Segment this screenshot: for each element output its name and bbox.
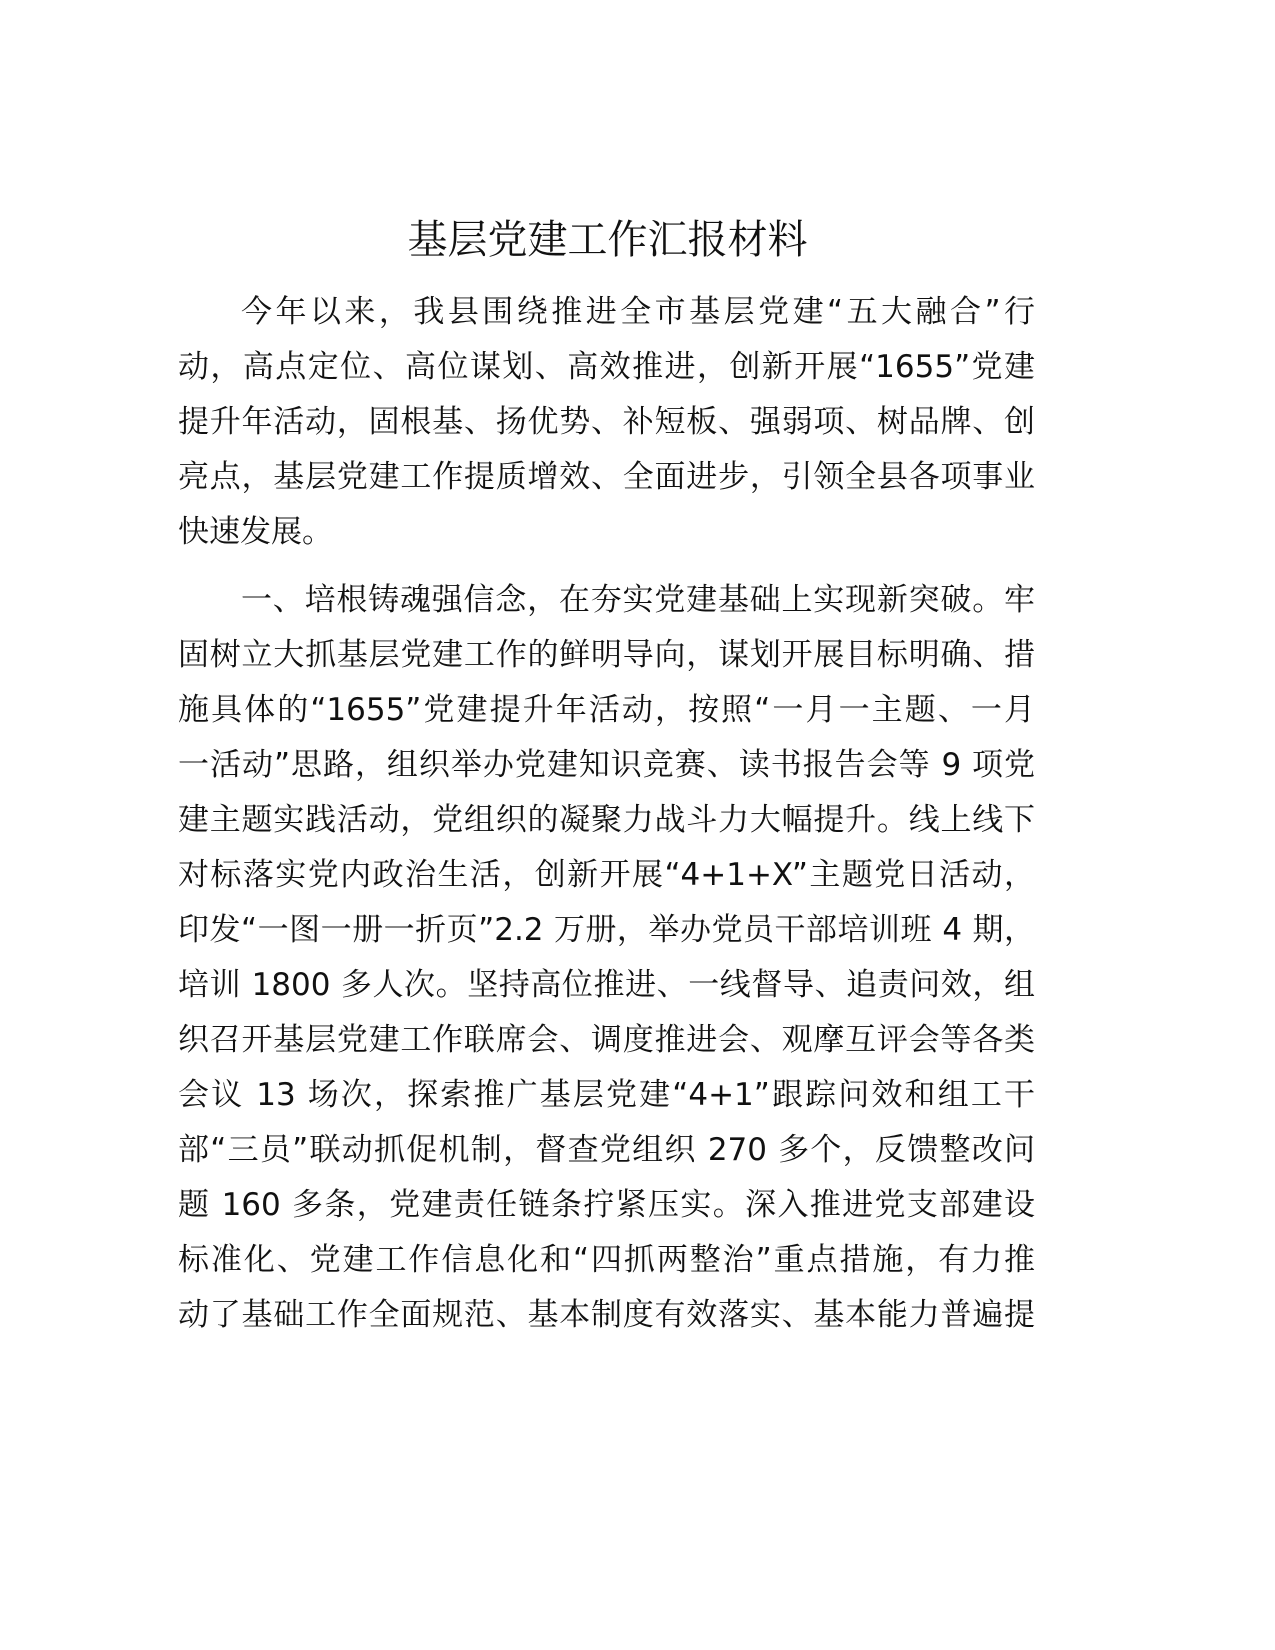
text-line: 培训 1800 多人次。坚持高位推进、一线督导、追责问效，组 xyxy=(178,967,1035,1003)
text-line: 会议 13 场次，探索推广基层党建“4+1”跟踪问效和组工干 xyxy=(178,1077,1035,1113)
text-line: 提升年活动，固根基、扬优势、补短板、强弱项、树品牌、创 xyxy=(178,404,1035,440)
text-line: 施具体的“1655”党建提升年活动，按照“一月一主题、一月 xyxy=(178,692,1035,728)
text-line: 今年以来，我县围绕推进全市基层党建“五大融合”行 xyxy=(241,294,1035,330)
text-line: 一、培根铸魂强信念，在夯实党建基础上实现新突破。牢 xyxy=(241,582,1035,618)
document-title: 基层党建工作汇报材料 xyxy=(407,217,808,263)
text-line: 题 160 多条，党建责任链条拧紧压实。深入推进党支部建设 xyxy=(178,1187,1035,1223)
text-line: 织召开基层党建工作联席会、调度推进会、观摩互评会等各类 xyxy=(178,1022,1035,1058)
text-line: 一活动”思路，组织举办党建知识竞赛、读书报告会等 9 项党 xyxy=(178,747,1035,783)
text-line: 快速发展。 xyxy=(178,514,333,550)
text-line: 建主题实践活动，党组织的凝聚力战斗力大幅提升。线上线下 xyxy=(178,802,1035,838)
text-line: 部“三员”联动抓促机制，督查党组织 270 多个，反馈整改问 xyxy=(178,1132,1035,1168)
text-line: 动了基础工作全面规范、基本制度有效落实、基本能力普遍提 xyxy=(178,1297,1035,1333)
text-line: 动，高点定位、高位谋划、高效推进，创新开展“1655”党建 xyxy=(178,349,1035,385)
text-line: 印发“一图一册一折页”2.2 万册，举办党员干部培训班 4 期， xyxy=(178,912,1035,948)
text-line: 固树立大抓基层党建工作的鲜明导向，谋划开展目标明确、措 xyxy=(178,637,1035,673)
text-line: 标准化、党建工作信息化和“四抓两整治”重点措施，有力推 xyxy=(178,1242,1035,1278)
text-line: 亮点，基层党建工作提质增效、全面进步，引领全县各项事业 xyxy=(178,459,1035,495)
text-line: 对标落实党内政治生活，创新开展“4+1+X”主题党日活动， xyxy=(178,857,1035,893)
